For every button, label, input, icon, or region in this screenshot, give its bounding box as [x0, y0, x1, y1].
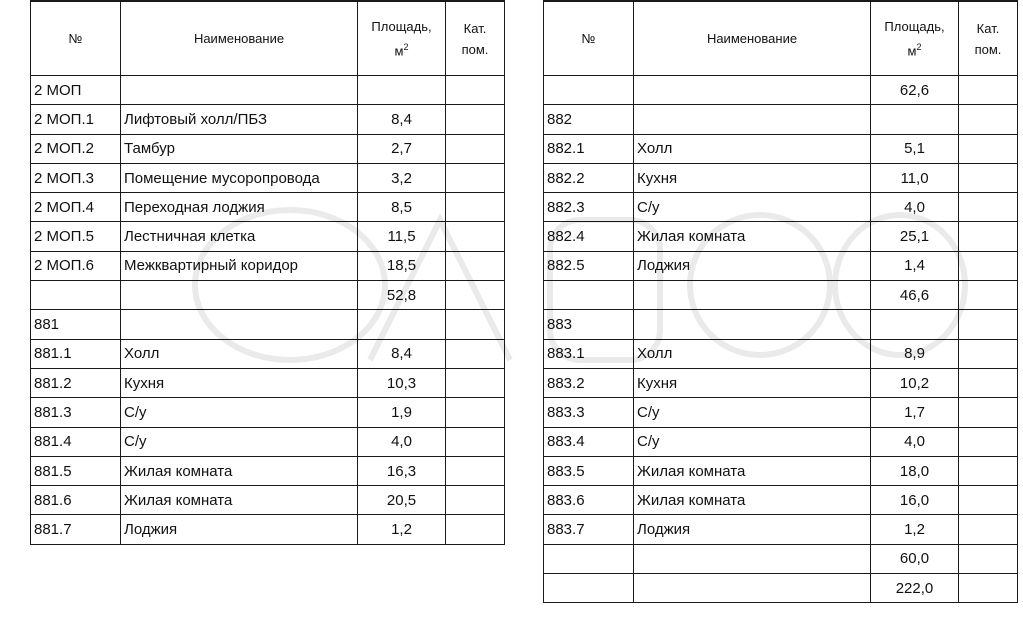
- cell-room-name: Жилая комната: [121, 486, 358, 515]
- header-category: Кат. пом.: [446, 1, 505, 76]
- table-row: [31, 222, 505, 251]
- cell-room-number: 881.3: [31, 398, 121, 427]
- table-row: [544, 251, 1018, 280]
- header-area: [358, 1, 446, 76]
- cell-room-name: С/у: [634, 398, 871, 427]
- cell-area: 60,0: [871, 544, 959, 573]
- header-area-unit: м: [394, 43, 404, 59]
- cell-area: 8,5: [358, 193, 446, 222]
- table-row: [31, 486, 505, 515]
- cell-room-name: Жилая комната: [634, 486, 871, 515]
- cell-room-name: Кухня: [121, 368, 358, 397]
- cell-room-name: Жилая комната: [121, 456, 358, 485]
- cell-room-name: Помещение мусоропровода: [121, 163, 358, 192]
- cell-category: [446, 281, 505, 310]
- cell-room-number: [544, 544, 634, 573]
- cell-room-number: 882.4: [544, 222, 634, 251]
- header-number: №: [31, 1, 121, 76]
- cell-room-number: 882: [544, 105, 634, 134]
- cell-room-number: 2 МОП.3: [31, 163, 121, 192]
- cell-category: [446, 134, 505, 163]
- cell-area: 18,5: [358, 251, 446, 280]
- cell-area: [358, 310, 446, 339]
- cell-room-number: 881: [31, 310, 121, 339]
- cell-category: [959, 310, 1018, 339]
- table-row: [544, 574, 1018, 603]
- header-area-unit: м: [907, 43, 917, 59]
- table-row: [31, 310, 505, 339]
- cell-room-number: 883.7: [544, 515, 634, 544]
- cell-category: [959, 193, 1018, 222]
- cell-area: 25,1: [871, 222, 959, 251]
- table-row: [31, 251, 505, 280]
- cell-area: 4,0: [358, 427, 446, 456]
- cell-room-number: 883: [544, 310, 634, 339]
- cell-room-name: Лоджия: [634, 515, 871, 544]
- cell-room-number: 881.6: [31, 486, 121, 515]
- cell-area: 20,5: [358, 486, 446, 515]
- cell-area: [358, 76, 446, 105]
- cell-area: 8,4: [358, 339, 446, 368]
- cell-area: 4,0: [871, 193, 959, 222]
- cell-category: [959, 427, 1018, 456]
- cell-room-name: [121, 310, 358, 339]
- cell-room-name: Кухня: [634, 368, 871, 397]
- table-row: [544, 310, 1018, 339]
- cell-category: [446, 310, 505, 339]
- cell-room-name: [121, 281, 358, 310]
- table-row: [544, 427, 1018, 456]
- cell-room-number: 881.7: [31, 515, 121, 544]
- cell-category: [959, 222, 1018, 251]
- room-table: [30, 0, 505, 545]
- cell-category: [446, 76, 505, 105]
- table-row: [544, 163, 1018, 192]
- table-body: [544, 76, 1018, 603]
- cell-area: 8,4: [358, 105, 446, 134]
- cell-room-number: 883.2: [544, 368, 634, 397]
- cell-room-name: Холл: [634, 339, 871, 368]
- cell-category: [446, 339, 505, 368]
- cell-category: [446, 515, 505, 544]
- cell-area: [871, 105, 959, 134]
- room-table: [543, 0, 1018, 603]
- cell-area: 11,5: [358, 222, 446, 251]
- cell-area: 1,7: [871, 398, 959, 427]
- cell-room-number: 881.2: [31, 368, 121, 397]
- header-area: [871, 1, 959, 76]
- room-table-left: [30, 0, 504, 545]
- cell-room-name: Холл: [634, 134, 871, 163]
- cell-area: 62,6: [871, 76, 959, 105]
- table-row: [31, 193, 505, 222]
- cell-category: [446, 427, 505, 456]
- cell-room-name: Переходная лоджия: [121, 193, 358, 222]
- header-name: Наименование: [634, 1, 871, 76]
- header-area-unit-sup: 2: [916, 41, 922, 52]
- cell-category: [446, 486, 505, 515]
- cell-room-number: 2 МОП.1: [31, 105, 121, 134]
- cell-room-name: [634, 574, 871, 603]
- table-row: [31, 456, 505, 485]
- cell-category: [446, 456, 505, 485]
- cell-room-number: 2 МОП.4: [31, 193, 121, 222]
- cell-room-number: 883.4: [544, 427, 634, 456]
- table-row: [544, 222, 1018, 251]
- cell-room-number: 881.1: [31, 339, 121, 368]
- table-row: [544, 456, 1018, 485]
- cell-room-number: 882.2: [544, 163, 634, 192]
- cell-area: 46,6: [871, 281, 959, 310]
- cell-room-name: С/у: [634, 193, 871, 222]
- cell-category: [959, 456, 1018, 485]
- cell-room-name: Тамбур: [121, 134, 358, 163]
- cell-room-number: 2 МОП.6: [31, 251, 121, 280]
- cell-room-name: [634, 310, 871, 339]
- header-category: Кат. пом.: [959, 1, 1018, 76]
- cell-room-number: [544, 76, 634, 105]
- table-row: [544, 544, 1018, 573]
- cell-room-number: [544, 574, 634, 603]
- cell-area: [871, 310, 959, 339]
- cell-room-number: 2 МОП.5: [31, 222, 121, 251]
- cell-category: [959, 368, 1018, 397]
- cell-category: [959, 515, 1018, 544]
- table-row: [31, 76, 505, 105]
- cell-area: 1,4: [871, 251, 959, 280]
- cell-room-number: 883.5: [544, 456, 634, 485]
- cell-room-name: [121, 76, 358, 105]
- table-row: [544, 76, 1018, 105]
- table-row: [544, 193, 1018, 222]
- cell-room-name: [634, 105, 871, 134]
- header-area-label: Площадь,: [884, 18, 945, 34]
- cell-area: 11,0: [871, 163, 959, 192]
- cell-category: [959, 163, 1018, 192]
- cell-category: [446, 163, 505, 192]
- cell-room-number: 2 МОП: [31, 76, 121, 105]
- table-row: [544, 105, 1018, 134]
- cell-area: 18,0: [871, 456, 959, 485]
- table-row: [31, 368, 505, 397]
- cell-category: [959, 398, 1018, 427]
- cell-category: [959, 574, 1018, 603]
- table-row: [544, 134, 1018, 163]
- table-row: [31, 105, 505, 134]
- table-row: [31, 427, 505, 456]
- cell-area: 10,2: [871, 368, 959, 397]
- cell-room-number: 881.5: [31, 456, 121, 485]
- cell-room-name: [634, 76, 871, 105]
- cell-area: 16,3: [358, 456, 446, 485]
- cell-room-number: 882.3: [544, 193, 634, 222]
- cell-room-number: 882.5: [544, 251, 634, 280]
- cell-area: 10,3: [358, 368, 446, 397]
- cell-area: 5,1: [871, 134, 959, 163]
- cell-category: [446, 105, 505, 134]
- cell-room-number: [544, 281, 634, 310]
- cell-room-name: Лестничная клетка: [121, 222, 358, 251]
- cell-room-name: Жилая комната: [634, 456, 871, 485]
- table-row: [31, 134, 505, 163]
- cell-room-number: 881.4: [31, 427, 121, 456]
- cell-room-name: [634, 544, 871, 573]
- table-row: [544, 339, 1018, 368]
- table-row: [544, 368, 1018, 397]
- cell-area: 1,2: [358, 515, 446, 544]
- header-number: №: [544, 1, 634, 76]
- cell-room-name: С/у: [634, 427, 871, 456]
- table-row: [544, 486, 1018, 515]
- table-row: [31, 163, 505, 192]
- table-body: [31, 76, 505, 545]
- cell-room-number: 882.1: [544, 134, 634, 163]
- table-row: [31, 398, 505, 427]
- header-area-label: Площадь,: [371, 18, 432, 34]
- cell-area: 4,0: [871, 427, 959, 456]
- cell-room-name: Жилая комната: [634, 222, 871, 251]
- cell-category: [959, 339, 1018, 368]
- cell-room-name: [634, 281, 871, 310]
- cell-area: 16,0: [871, 486, 959, 515]
- table-row: [31, 339, 505, 368]
- cell-category: [446, 398, 505, 427]
- room-table-right: [543, 0, 1017, 603]
- header-name: Наименование: [121, 1, 358, 76]
- table-row: [544, 281, 1018, 310]
- cell-room-number: 883.3: [544, 398, 634, 427]
- cell-area: 3,2: [358, 163, 446, 192]
- cell-area: 8,9: [871, 339, 959, 368]
- cell-room-name: Кухня: [634, 163, 871, 192]
- table-header: [31, 1, 505, 76]
- cell-category: [959, 76, 1018, 105]
- cell-area: 1,2: [871, 515, 959, 544]
- cell-room-number: 2 МОП.2: [31, 134, 121, 163]
- cell-area: 222,0: [871, 574, 959, 603]
- cell-category: [446, 251, 505, 280]
- header-area-unit-sup: 2: [403, 41, 409, 52]
- cell-category: [959, 544, 1018, 573]
- cell-room-name: С/у: [121, 398, 358, 427]
- cell-category: [959, 134, 1018, 163]
- cell-category: [959, 486, 1018, 515]
- table-row: [31, 515, 505, 544]
- table-header: [544, 1, 1018, 76]
- cell-room-name: Лоджия: [634, 251, 871, 280]
- cell-room-number: 883.6: [544, 486, 634, 515]
- table-row: [544, 515, 1018, 544]
- cell-category: [446, 193, 505, 222]
- cell-category: [959, 251, 1018, 280]
- cell-category: [959, 105, 1018, 134]
- table-row: [31, 281, 505, 310]
- cell-area: 1,9: [358, 398, 446, 427]
- cell-room-number: 883.1: [544, 339, 634, 368]
- cell-room-number: [31, 281, 121, 310]
- cell-area: 52,8: [358, 281, 446, 310]
- cell-room-name: Лоджия: [121, 515, 358, 544]
- cell-category: [446, 368, 505, 397]
- cell-room-name: Холл: [121, 339, 358, 368]
- cell-category: [959, 281, 1018, 310]
- cell-room-name: Межквартирный коридор: [121, 251, 358, 280]
- cell-room-name: С/у: [121, 427, 358, 456]
- cell-area: 2,7: [358, 134, 446, 163]
- cell-category: [446, 222, 505, 251]
- cell-room-name: Лифтовый холл/ПБЗ: [121, 105, 358, 134]
- table-row: [544, 398, 1018, 427]
